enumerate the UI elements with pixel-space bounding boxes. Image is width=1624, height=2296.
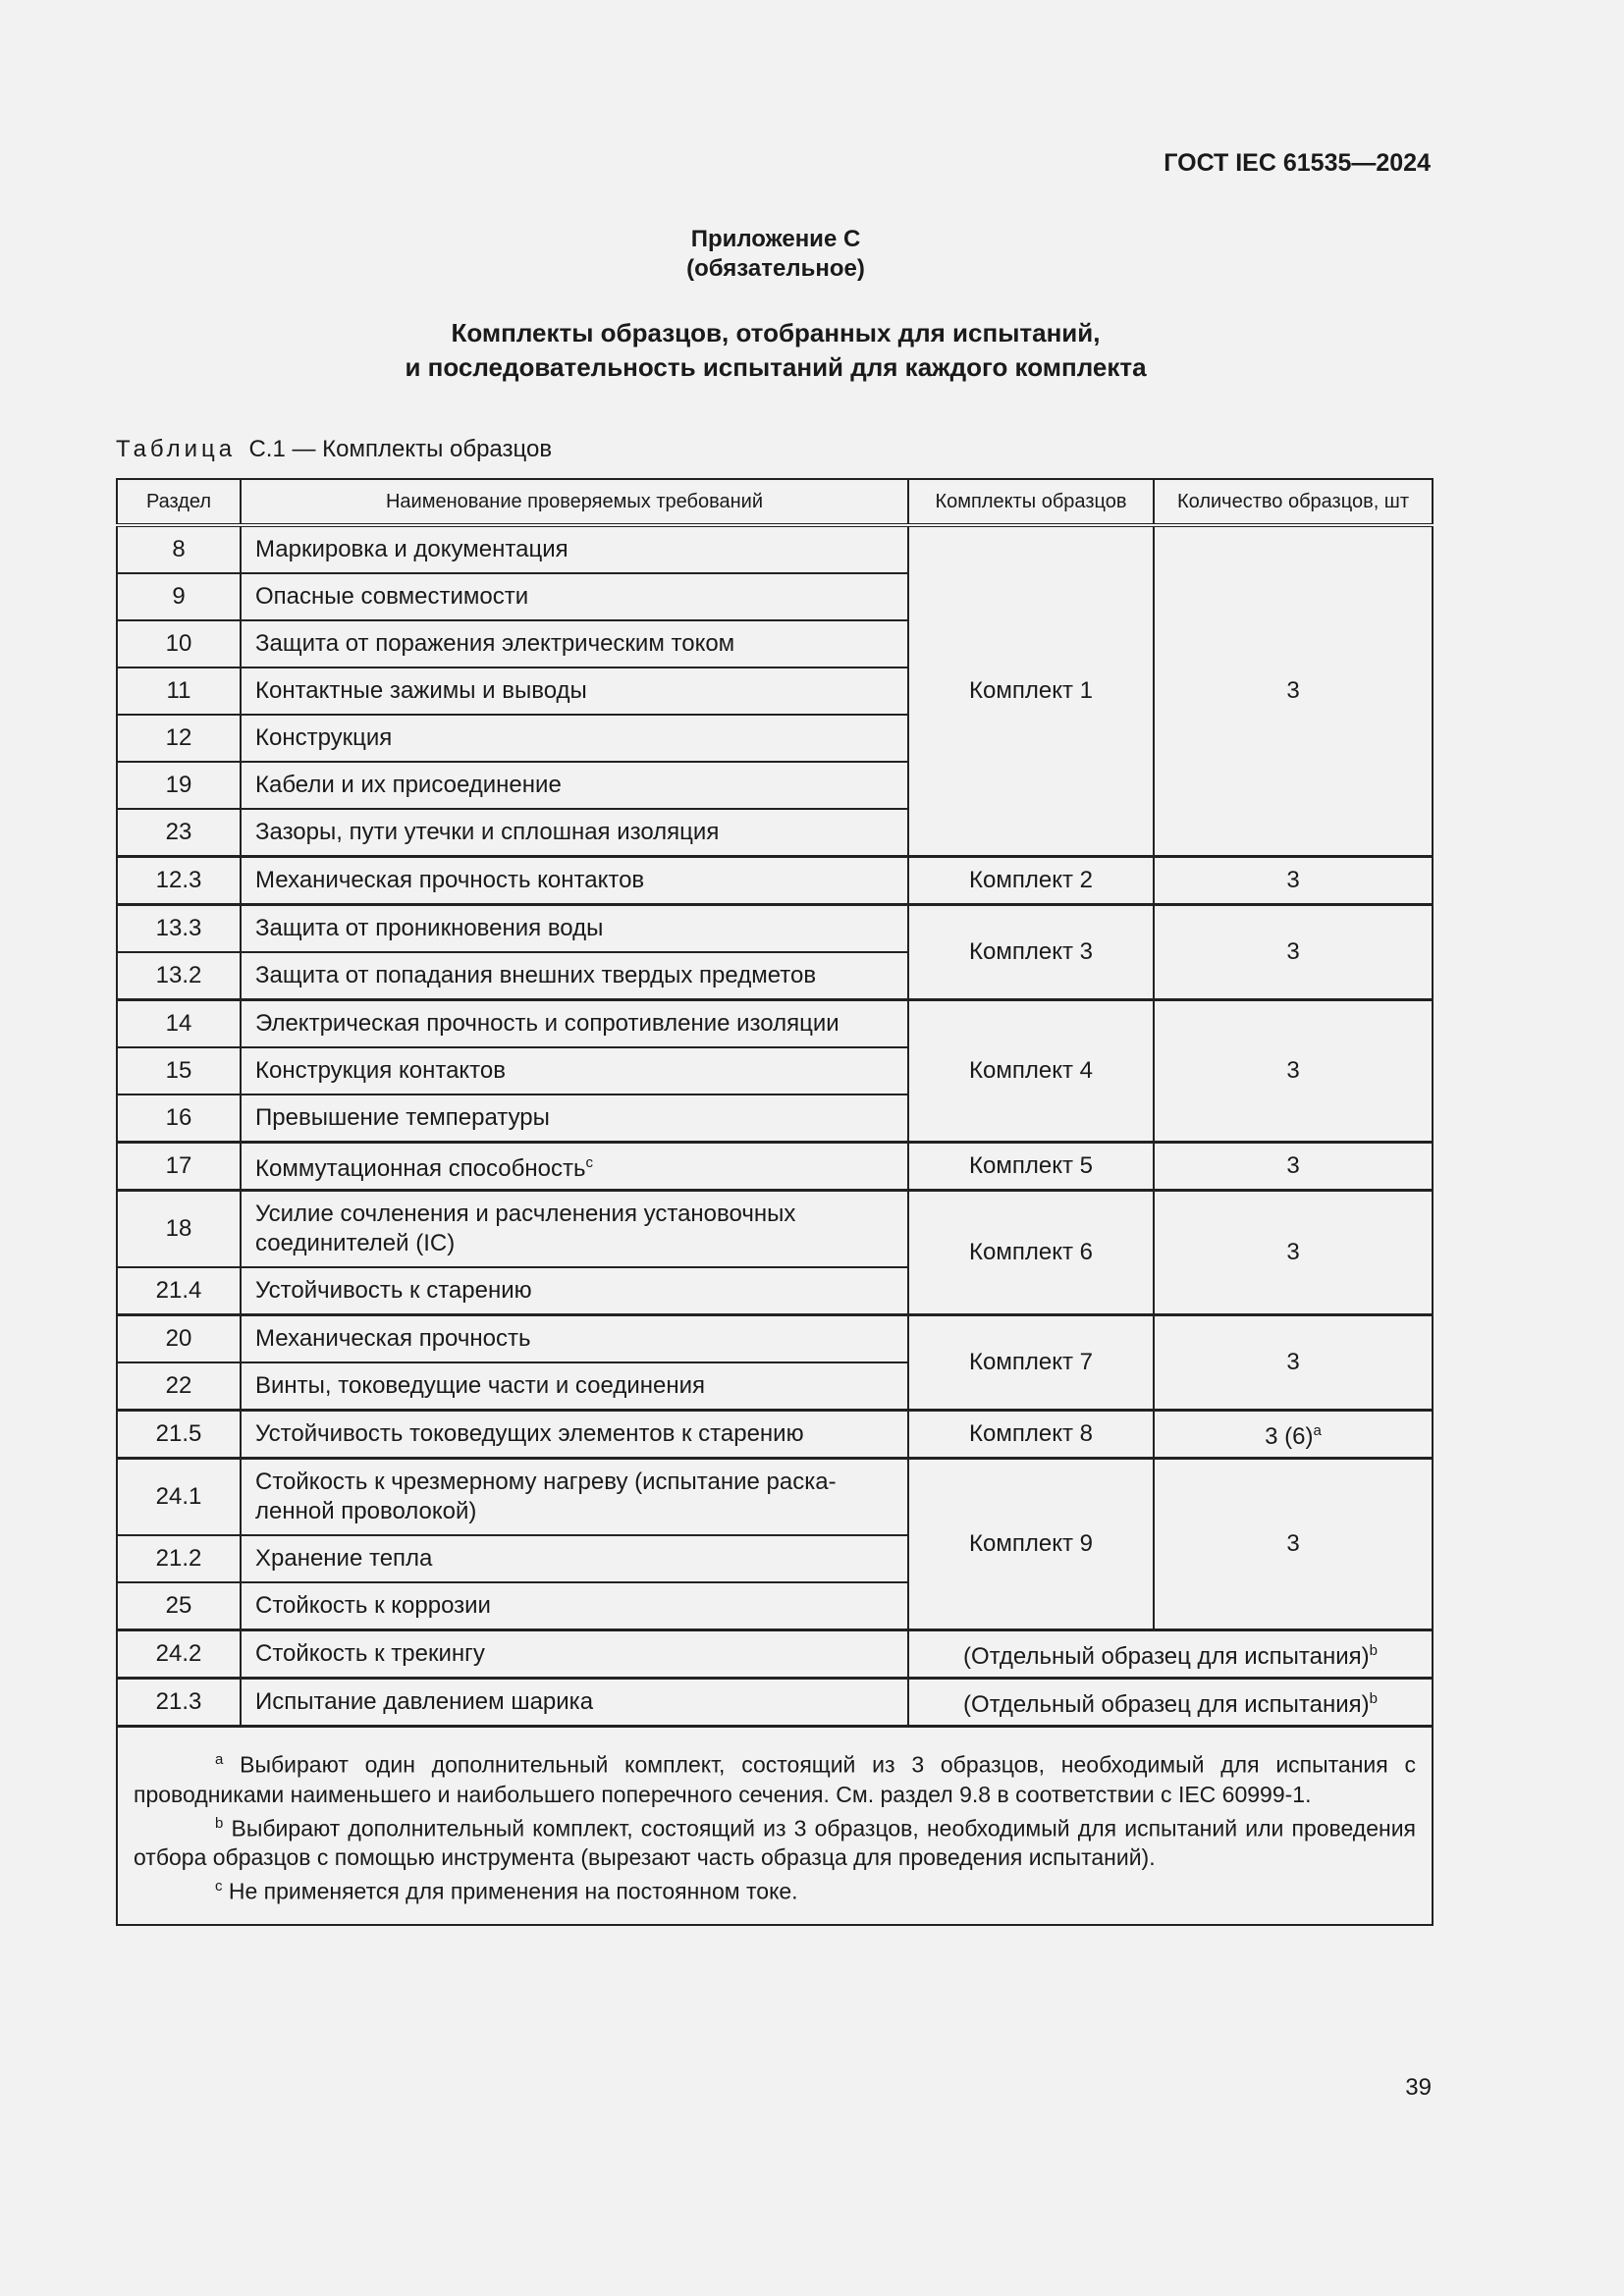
table-row — [117, 525, 1433, 573]
section-cell: 25 — [117, 1582, 241, 1630]
section-cell: 13.2 — [117, 952, 241, 1000]
header-sets: Комплекты образцов — [908, 479, 1154, 525]
table-notes — [117, 1727, 1433, 1925]
section-cell: 13.3 — [117, 905, 241, 953]
quantity-cell: 3 — [1154, 1191, 1433, 1315]
table-header-row — [117, 479, 1433, 525]
section-cell: 15 — [117, 1047, 241, 1095]
page-number: 39 — [1405, 2074, 1432, 2101]
requirement-cell: Механическая прочность контактов — [241, 857, 908, 905]
quantity-cell: 3 — [1154, 525, 1433, 857]
table-row — [117, 1459, 1433, 1536]
requirement-cell — [241, 1143, 908, 1191]
section-cell: 12 — [117, 715, 241, 762]
document-code: ГОСТ IEC 61535—2024 — [1164, 149, 1431, 177]
footnote-mark: b — [1369, 1642, 1378, 1659]
section-cell: 23 — [117, 809, 241, 857]
quantity-cell: 3 — [1154, 1315, 1433, 1411]
table-caption-prefix: Таблица — [116, 436, 237, 462]
table-row — [117, 1191, 1433, 1268]
footnote-mark: b — [1369, 1690, 1378, 1707]
requirement-cell: Опасные совместимости — [241, 573, 908, 620]
footnote-mark: b — [215, 1814, 224, 1832]
title-line-1: Комплекты образцов, отобранных для испытаний, — [451, 318, 1101, 347]
requirement-cell: Защита от поражения электрическим током — [241, 620, 908, 667]
requirement-cell: Винты, токоведущие части и соединения — [241, 1362, 908, 1411]
footnote-text: Выбирают один дополнительный комплект, состоящий из 3 образцов, необходимый для испытания с проводниками наименьшего и наибольшего поперечного сечения. См. раздел 9.8 в соответствии с IEC 60999-1. — [134, 1751, 1416, 1807]
set-cell: Комплект 5 — [908, 1143, 1154, 1191]
set-cell: Комплект 1 — [908, 525, 1154, 857]
table-row — [117, 1143, 1433, 1191]
set-cell: Комплект 2 — [908, 857, 1154, 905]
section-cell: 14 — [117, 1000, 241, 1048]
footnote-b — [134, 1809, 1416, 1873]
sample-sets-table — [116, 478, 1434, 1926]
requirement-cell: Хранение тепла — [241, 1535, 908, 1582]
footnote-c — [134, 1872, 1416, 1906]
requirement-cell: Контактные зажимы и выводы — [241, 667, 908, 715]
set-cell: Комплект 6 — [908, 1191, 1154, 1315]
table-row — [117, 1315, 1433, 1363]
requirement-cell: Конструкция контактов — [241, 1047, 908, 1095]
requirement-cell: Усилие сочленения и расчленения установочных соединителей (IC) — [241, 1191, 908, 1268]
requirement-cell: Устойчивость токоведущих элементов к старению — [241, 1411, 908, 1459]
table-caption — [116, 436, 552, 463]
table-row — [117, 1679, 1433, 1727]
set-cell: Комплект 7 — [908, 1315, 1154, 1411]
section-cell: 8 — [117, 525, 241, 573]
separate-sample-cell — [908, 1679, 1433, 1727]
requirement-cell: Защита от попадания внешних твердых предметов — [241, 952, 908, 1000]
set-cell: Комплект 9 — [908, 1459, 1154, 1630]
requirement-cell: Маркировка и документация — [241, 525, 908, 573]
footnote-mark: c — [585, 1154, 593, 1171]
section-cell: 24.2 — [117, 1630, 241, 1679]
requirement-cell: Стойкость к чрезмерному нагреву (испытание раска-ленной проволокой) — [241, 1459, 908, 1536]
quantity-cell: 3 — [1154, 857, 1433, 905]
page-title — [0, 316, 1551, 385]
section-cell: 17 — [117, 1143, 241, 1191]
set-cell: Комплект 4 — [908, 1000, 1154, 1143]
header-requirements: Наименование проверяемых требований — [241, 479, 908, 525]
section-cell: 12.3 — [117, 857, 241, 905]
set-cell: Комплект 3 — [908, 905, 1154, 1000]
separate-sample-cell — [908, 1630, 1433, 1679]
quantity-cell — [1154, 1411, 1433, 1459]
quantity-cell: 3 — [1154, 1459, 1433, 1630]
section-cell: 22 — [117, 1362, 241, 1411]
appendix-heading — [0, 225, 1551, 284]
section-cell: 18 — [117, 1191, 241, 1268]
quantity-cell: 3 — [1154, 905, 1433, 1000]
section-cell: 21.2 — [117, 1535, 241, 1582]
section-cell: 21.4 — [117, 1267, 241, 1315]
requirement-cell: Механическая прочность — [241, 1315, 908, 1363]
requirement-cell: Стойкость к трекингу — [241, 1630, 908, 1679]
header-quantity: Количество образцов, шт — [1154, 479, 1433, 525]
section-cell: 9 — [117, 573, 241, 620]
footnote-mark: c — [215, 1878, 223, 1896]
footnote-text: Выбирают дополнительный комплект, состоящий из 3 образцов, необходимый для испытаний или проведения отбора образцов с помощью инструмента (вырезают часть образца для проведения испытаний). — [134, 1815, 1416, 1871]
requirement-cell: Защита от проникновения воды — [241, 905, 908, 953]
quantity-cell: 3 — [1154, 1000, 1433, 1143]
footnote-mark: a — [1313, 1422, 1322, 1439]
footnote-a — [134, 1745, 1416, 1809]
section-cell: 20 — [117, 1315, 241, 1363]
table-row — [117, 1000, 1433, 1048]
appendix-title: Приложение С — [690, 226, 861, 252]
table-row — [117, 905, 1433, 953]
section-cell: 11 — [117, 667, 241, 715]
section-cell: 19 — [117, 762, 241, 809]
table-row — [117, 1630, 1433, 1679]
quantity-cell: 3 — [1154, 1143, 1433, 1191]
header-section: Раздел — [117, 479, 241, 525]
table-notes-row — [117, 1727, 1433, 1925]
requirement-cell: Превышение температуры — [241, 1095, 908, 1143]
separate-sample-text: (Отдельный образец для испытания) — [963, 1691, 1370, 1718]
requirement-cell: Стойкость к коррозии — [241, 1582, 908, 1630]
quantity-text: 3 (6) — [1265, 1423, 1314, 1450]
section-cell: 16 — [117, 1095, 241, 1143]
table-row — [117, 1411, 1433, 1459]
section-cell: 24.1 — [117, 1459, 241, 1536]
requirement-cell: Кабели и их присоединение — [241, 762, 908, 809]
section-cell: 10 — [117, 620, 241, 667]
requirement-cell: Устойчивость к старению — [241, 1267, 908, 1315]
requirement-cell: Испытание давлением шарика — [241, 1679, 908, 1727]
section-cell: 21.3 — [117, 1679, 241, 1727]
requirement-text: Коммутационная способность — [255, 1155, 586, 1182]
set-cell: Комплект 8 — [908, 1411, 1154, 1459]
title-line-2: и последовательность испытаний для каждого комплекта — [405, 352, 1147, 382]
separate-sample-text: (Отдельный образец для испытания) — [963, 1643, 1370, 1670]
requirement-cell: Конструкция — [241, 715, 908, 762]
footnote-text: Не применяется для применения на постоянном токе. — [228, 1878, 798, 1904]
requirement-cell: Электрическая прочность и сопротивление изоляции — [241, 1000, 908, 1048]
requirement-cell: Зазоры, пути утечки и сплошная изоляция — [241, 809, 908, 857]
footnote-mark: a — [215, 1751, 224, 1768]
section-cell: 21.5 — [117, 1411, 241, 1459]
appendix-status: (обязательное) — [686, 255, 865, 282]
table-caption-text: С.1 — Комплекты образцов — [248, 436, 553, 462]
table-row — [117, 857, 1433, 905]
